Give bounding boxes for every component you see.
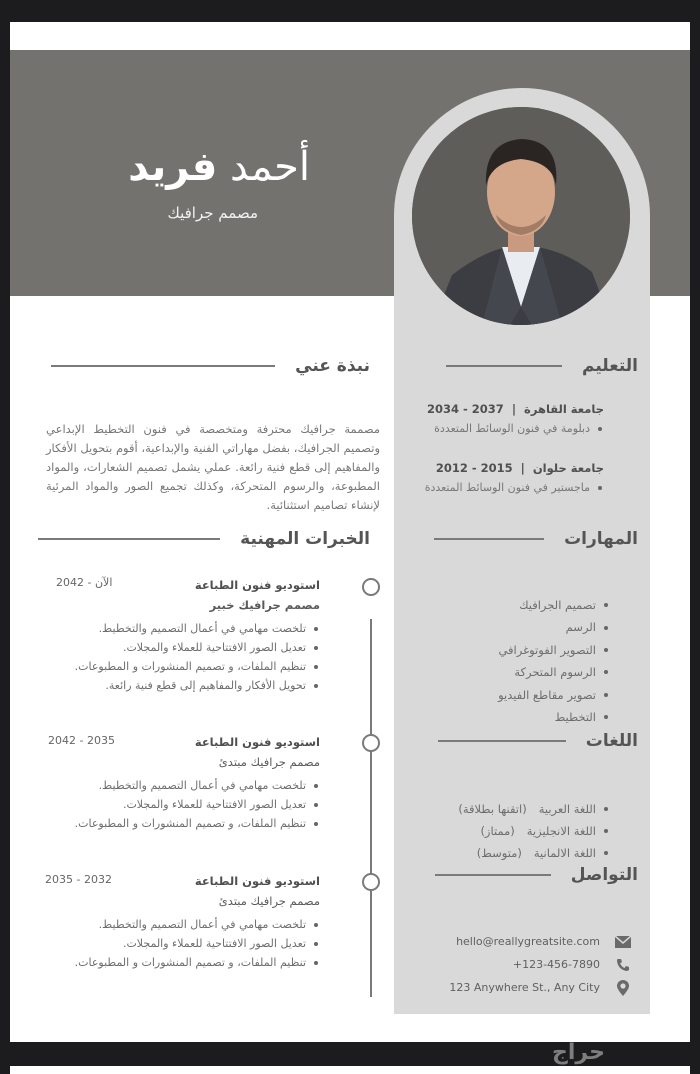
- skill-item: التخطيط: [410, 706, 610, 728]
- timeline-node: [362, 873, 380, 891]
- language-level: (ممتاز): [480, 824, 515, 838]
- job-role: مصمم جرافيك خبير: [209, 598, 320, 612]
- education-heading: التعليم: [582, 356, 638, 376]
- first-name: أحمد: [230, 144, 310, 190]
- resume-page: [10, 22, 690, 1042]
- language-level: (اتقنها بطلاقة): [458, 802, 527, 816]
- person-name: [128, 142, 310, 192]
- duty-item: تلخصت مهامي في أعمال التصميم والتخطيط.: [20, 776, 320, 795]
- timeline-node: [362, 734, 380, 752]
- experience-heading: الخبرات المهنية: [240, 529, 370, 549]
- company-name: استوديو فنون الطباعة: [194, 874, 320, 888]
- duty-item: تحويل الأفكار والمفاهيم إلى قطع فنية رائعة.: [20, 676, 320, 695]
- skills-heading: المهارات: [564, 529, 638, 549]
- languages-list: [390, 798, 610, 864]
- languages-heading: اللغات: [585, 731, 638, 751]
- profile-photo: [412, 107, 630, 325]
- duty-item: تنظيم الملفات، و تصميم المنشورات و المطبوعات.: [20, 953, 320, 972]
- next-page-edge: [10, 1066, 690, 1074]
- divider: [438, 740, 566, 742]
- school-years: 2034 - 2037: [427, 402, 504, 416]
- education-item: جامعة القاهرة | 2034 - 2037 دبلومة في فنون الوسائط المتعددة: [374, 402, 604, 435]
- skill-item: الرسوم المتحركة: [410, 661, 610, 683]
- duty-item: تعديل الصور الافتتاحية للعملاء والمجلات.: [20, 638, 320, 657]
- envelope-icon: [614, 936, 632, 948]
- contact-email-row: [372, 930, 632, 953]
- contact-email[interactable]: hello@reallygreatsite.com: [456, 935, 600, 948]
- phone-icon: [614, 958, 632, 972]
- contact-address-row: [372, 976, 632, 999]
- skills-heading-row: [434, 529, 638, 549]
- job-role: مصمم جرافيك مبتدئ: [218, 894, 320, 908]
- job-duties: [20, 915, 320, 972]
- duty-item: تعديل الصور الافتتاحية للعملاء والمجلات.: [20, 934, 320, 953]
- skill-item: تصوير مقاطع الفيديو: [410, 684, 610, 706]
- timeline-node: [362, 578, 380, 596]
- degree: دبلومة في فنون الوسائط المتعددة: [374, 422, 604, 435]
- job-dates: 2042 - 2035: [48, 734, 115, 747]
- divider: [446, 365, 562, 367]
- job-title: مصمم جرافيك: [167, 204, 258, 222]
- language-name: اللغة الانجليزية: [526, 824, 596, 838]
- job-role: مصمم جرافيك مبتدئ: [218, 755, 320, 769]
- language-name: اللغة الالمانية: [533, 846, 596, 860]
- school-years: 2012 - 2015: [435, 461, 513, 475]
- about-text: مصممة جرافيك محترفة ومتخصصة في فنون التخطيط الإبداعي وتصميم الجرافيك، بفضل مهاراتي الفنية والإبداعية، أقوم بتحويل الأفكار والمفاهيم إلى قطع فنية رائعة. عملي يشمل تصميم الشعارات، والمواد المطبوعة، والرسوم المتحركة، وكذلك تجميع الصور والمواد المرئية لإنشاء تصاميم استثنائية.: [46, 422, 380, 512]
- duty-item: تنظيم الملفات، و تصميم المنشورات و المطبوعات.: [20, 657, 320, 676]
- language-item: [390, 798, 610, 820]
- degree: ماجستير في فنون الوسائط المتعددة: [374, 481, 604, 494]
- job-duties: [20, 619, 320, 695]
- portrait-icon: [412, 107, 630, 325]
- job-dates: 2035 - 2032: [45, 873, 112, 886]
- contact-address: 123 Anywhere St., Any City: [449, 981, 600, 994]
- contact-list: [372, 930, 632, 999]
- duty-item: تعديل الصور الافتتاحية للعملاء والمجلات.: [20, 795, 320, 814]
- skill-item: تصميم الجرافيك: [410, 594, 610, 616]
- language-name: اللغة العربية: [538, 802, 596, 816]
- about-heading: نبذة عني: [295, 356, 370, 376]
- school-name: جامعة القاهرة: [524, 402, 604, 416]
- company-name: استوديو فنون الطباعة: [194, 578, 320, 592]
- language-item: [390, 820, 610, 842]
- languages-heading-row: [438, 731, 638, 751]
- location-pin-icon: [614, 979, 632, 997]
- last-name: فريد: [128, 144, 218, 190]
- divider: [435, 874, 551, 876]
- contact-phone-row: [372, 953, 632, 976]
- watermark-logo: حراج: [552, 1040, 605, 1065]
- experience-item: [20, 578, 320, 695]
- duty-item: تنظيم الملفات، و تصميم المنشورات و المطبوعات.: [20, 814, 320, 833]
- about-heading-row: [51, 356, 370, 376]
- language-level: (متوسط): [476, 846, 522, 860]
- education-item: جامعة حلوان | 2012 - 2015 ماجستير في فنون الوسائط المتعددة: [374, 461, 604, 494]
- skill-item: التصوير الفوتوغرافي: [410, 639, 610, 661]
- divider: [51, 365, 275, 367]
- contact-heading: التواصل: [570, 865, 638, 885]
- skills-list: [410, 594, 610, 728]
- timeline-line: [370, 619, 372, 997]
- duty-item: تلخصت مهامي في أعمال التصميم والتخطيط.: [20, 619, 320, 638]
- divider: [434, 538, 544, 540]
- experience-item: [20, 874, 320, 972]
- experience-heading-row: [38, 529, 370, 549]
- divider: [38, 538, 220, 540]
- language-item: [390, 842, 610, 864]
- education-heading-row: [446, 356, 638, 376]
- school-name: جامعة حلوان: [532, 461, 604, 475]
- contact-heading-row: [435, 865, 638, 885]
- duty-item: تلخصت مهامي في أعمال التصميم والتخطيط.: [20, 915, 320, 934]
- skill-item: الرسم: [410, 616, 610, 638]
- contact-phone[interactable]: +123-456-7890: [512, 958, 600, 971]
- job-duties: [20, 776, 320, 833]
- job-dates: 2042 - الآن: [56, 576, 113, 589]
- company-name: استوديو فنون الطباعة: [194, 735, 320, 749]
- experience-item: [20, 735, 320, 833]
